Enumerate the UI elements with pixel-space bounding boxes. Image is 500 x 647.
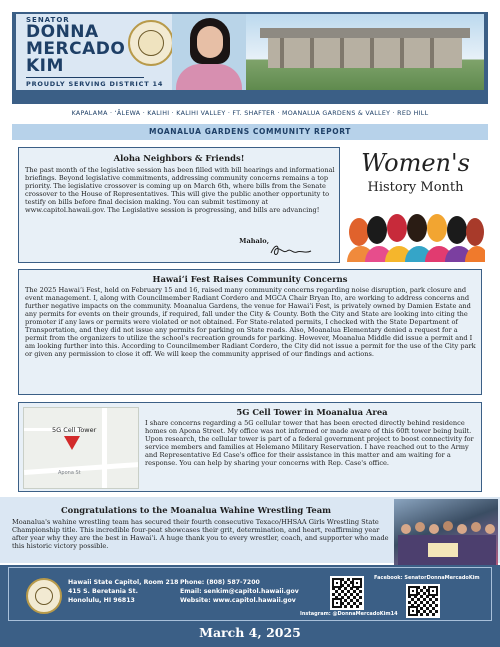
capitol-column (280, 38, 284, 68)
seal-emblem (138, 30, 164, 56)
capitol-roof (260, 28, 470, 38)
map-street-label: Apona St (58, 470, 81, 476)
qr-finder (428, 586, 438, 596)
women-silhouettes-illustration (347, 206, 485, 262)
facebook-handle[interactable]: Facebook: SenatorDonnaMercadoKim (374, 575, 480, 581)
instagram-handle[interactable]: Instagram: @DonnaMercadoKim14 (300, 611, 398, 617)
signature-image (269, 242, 313, 258)
website-link[interactable]: Website: www.capitol.hawaii.gov (180, 597, 296, 604)
address-line-2: 415 S. Beretania St. (68, 588, 138, 595)
qr-finder (352, 578, 362, 588)
senator-name-line-3: KIM (26, 56, 64, 76)
senate-seal-logo (128, 20, 174, 66)
tower-heading: 5G Cell Tower in Moanalua Area (236, 407, 388, 417)
office-contacts (180, 578, 299, 605)
phone-number: Phone: (808) 587-7200 (180, 579, 260, 586)
footer-seal-emblem (35, 587, 53, 605)
district-list: KAPALAMA · ʻĀLEWA · KALIHI · KALIHI VALLEY · FT. SHAFTER · MOANALUA GARDENS & VALLEY · RED HILL (71, 110, 429, 117)
address-line-3: Honolulu, HI 96813 (68, 597, 135, 604)
map-pin-icon (64, 436, 80, 450)
email-link[interactable]: Email: senkim@capitol.hawaii.gov (180, 588, 299, 595)
whm-title: Women's (361, 149, 470, 177)
senator-name-line-2: MERCADO (26, 39, 126, 59)
wrestling-heading: Congratulations to the Moanalua Wahine Wrestling Team (60, 505, 332, 515)
facebook-qr-code[interactable] (406, 584, 440, 618)
qr-finder (332, 598, 342, 608)
fest-body: The 2025 Hawaiʻi Fest, held on February 15 and 16, raised many community concerns regarding noise disruption, park closure and event management. I, along with Councilmember Radiant Cordero and MGCA Chair Bryan Ito, are working to address concerns and further negative impacts on the community. Moanalua Gardens, the venue for Hawaiʻi Fest, is privately owned by Damien Estate and any permits for events on their grounds, if required, fall under the City & County. Both the City and State are looking into citing the promoter if any laws or permits were violated or not obtained. For State-related permits, I checked with the State Department of Transportation, and they did not issue any permits for parking on State roads. Also, Moanalua Elementary denied a request for a permit from the organizers to utilize the school's recreation grounds for parking. However, Moanalua Middle did issue a permit and I am looking further into this. According to Councilmember Radiant Cordero, the City did not issue a permit for the use of the City park or given any permission to close it off. We will keep the community apprised of our findings and actions. (25, 286, 476, 358)
tower-location-map (23, 407, 139, 489)
issue-date: March 4, 2025 (0, 623, 500, 647)
aloha-body: The past month of the legislative session has been filled with bill hearings and informational briefings. Beyond legislative commitments, addressing community concerns remains a top priority. The legislative crossover is coming up on March 6th, where bills from the Senate crossover to the House of Representatives. This will give the public another opportunity to testify on bills before final decision making. You can submit testimony at www.capitol.hawaii.gov. The Legislative session is progressing, and bills are advancing! (25, 166, 335, 214)
capitol-column (430, 38, 434, 68)
district-label: PROUDLY SERVING DISTRICT 14 (26, 80, 164, 88)
aloha-section (18, 147, 340, 263)
map-road (102, 408, 107, 489)
hawaii-fest-section (18, 269, 482, 395)
capitol-column (400, 38, 404, 68)
senator-label: SENATOR (26, 16, 70, 24)
map-road (24, 462, 139, 475)
senator-name (26, 24, 125, 75)
footer-seal-logo (26, 578, 62, 614)
cell-tower-section (18, 402, 482, 492)
address-line-1: Hawaii State Capitol, Room 218 (68, 579, 179, 586)
qr-finder (332, 578, 342, 588)
wrestling-team-photo (394, 499, 498, 565)
capitol-column (310, 38, 314, 68)
portrait-face (197, 26, 223, 58)
office-address (68, 578, 178, 605)
whm-subtitle: History Month (367, 180, 464, 195)
name-divider (26, 77, 144, 78)
map-tower-label: 5G Cell Tower (52, 426, 97, 434)
team-crowd-illustration (394, 499, 498, 565)
qr-finder (408, 586, 418, 596)
aloha-signoff: Mahalo, (239, 237, 269, 245)
capitol-building-photo (246, 14, 484, 90)
senator-name-line-1: DONNA (26, 22, 99, 42)
fest-heading: Hawaiʻi Fest Raises Community Concerns (152, 274, 348, 284)
capitol-column (370, 38, 374, 68)
report-title: MOANALUA GARDENS COMMUNITY REPORT (12, 124, 488, 140)
masthead (0, 0, 500, 106)
instagram-qr-code[interactable] (330, 576, 364, 610)
senator-portrait (172, 14, 246, 102)
wrestling-body: Moanalua's wahine wrestling team has secured their fourth consecutive Texaco/HHSAA Girls Wrestling State Championship title. This incredible four-peat showcases their grit, determination, and heart, reaffirming year after year why they are the best in Hawaiʻi. A huge thank you to every wrestler, coach, and supporter who made this historic victory possible. (12, 518, 389, 550)
masthead-bottom-band (12, 90, 488, 104)
womens-history-month-graphic (343, 148, 488, 263)
qr-finder (408, 606, 418, 616)
aloha-heading: Aloha Neighbors & Friends! (113, 153, 245, 163)
tower-body: I share concerns regarding a 5G cellular tower that has been erected directly behind residence homes on Apona Street. My office was not informed or made aware of this 60ft tower being built. Upon research, the cellular tower is part of a federal government project to boost connectivity for service members and families at Helemano Military Reservation. I have reached out to the Army and Representative Ed Case's office for their assistance in this matter and am waiting for a response. You can help by sharing your concerns with Rep. Case's office. (145, 419, 474, 467)
capitol-column (340, 38, 344, 68)
